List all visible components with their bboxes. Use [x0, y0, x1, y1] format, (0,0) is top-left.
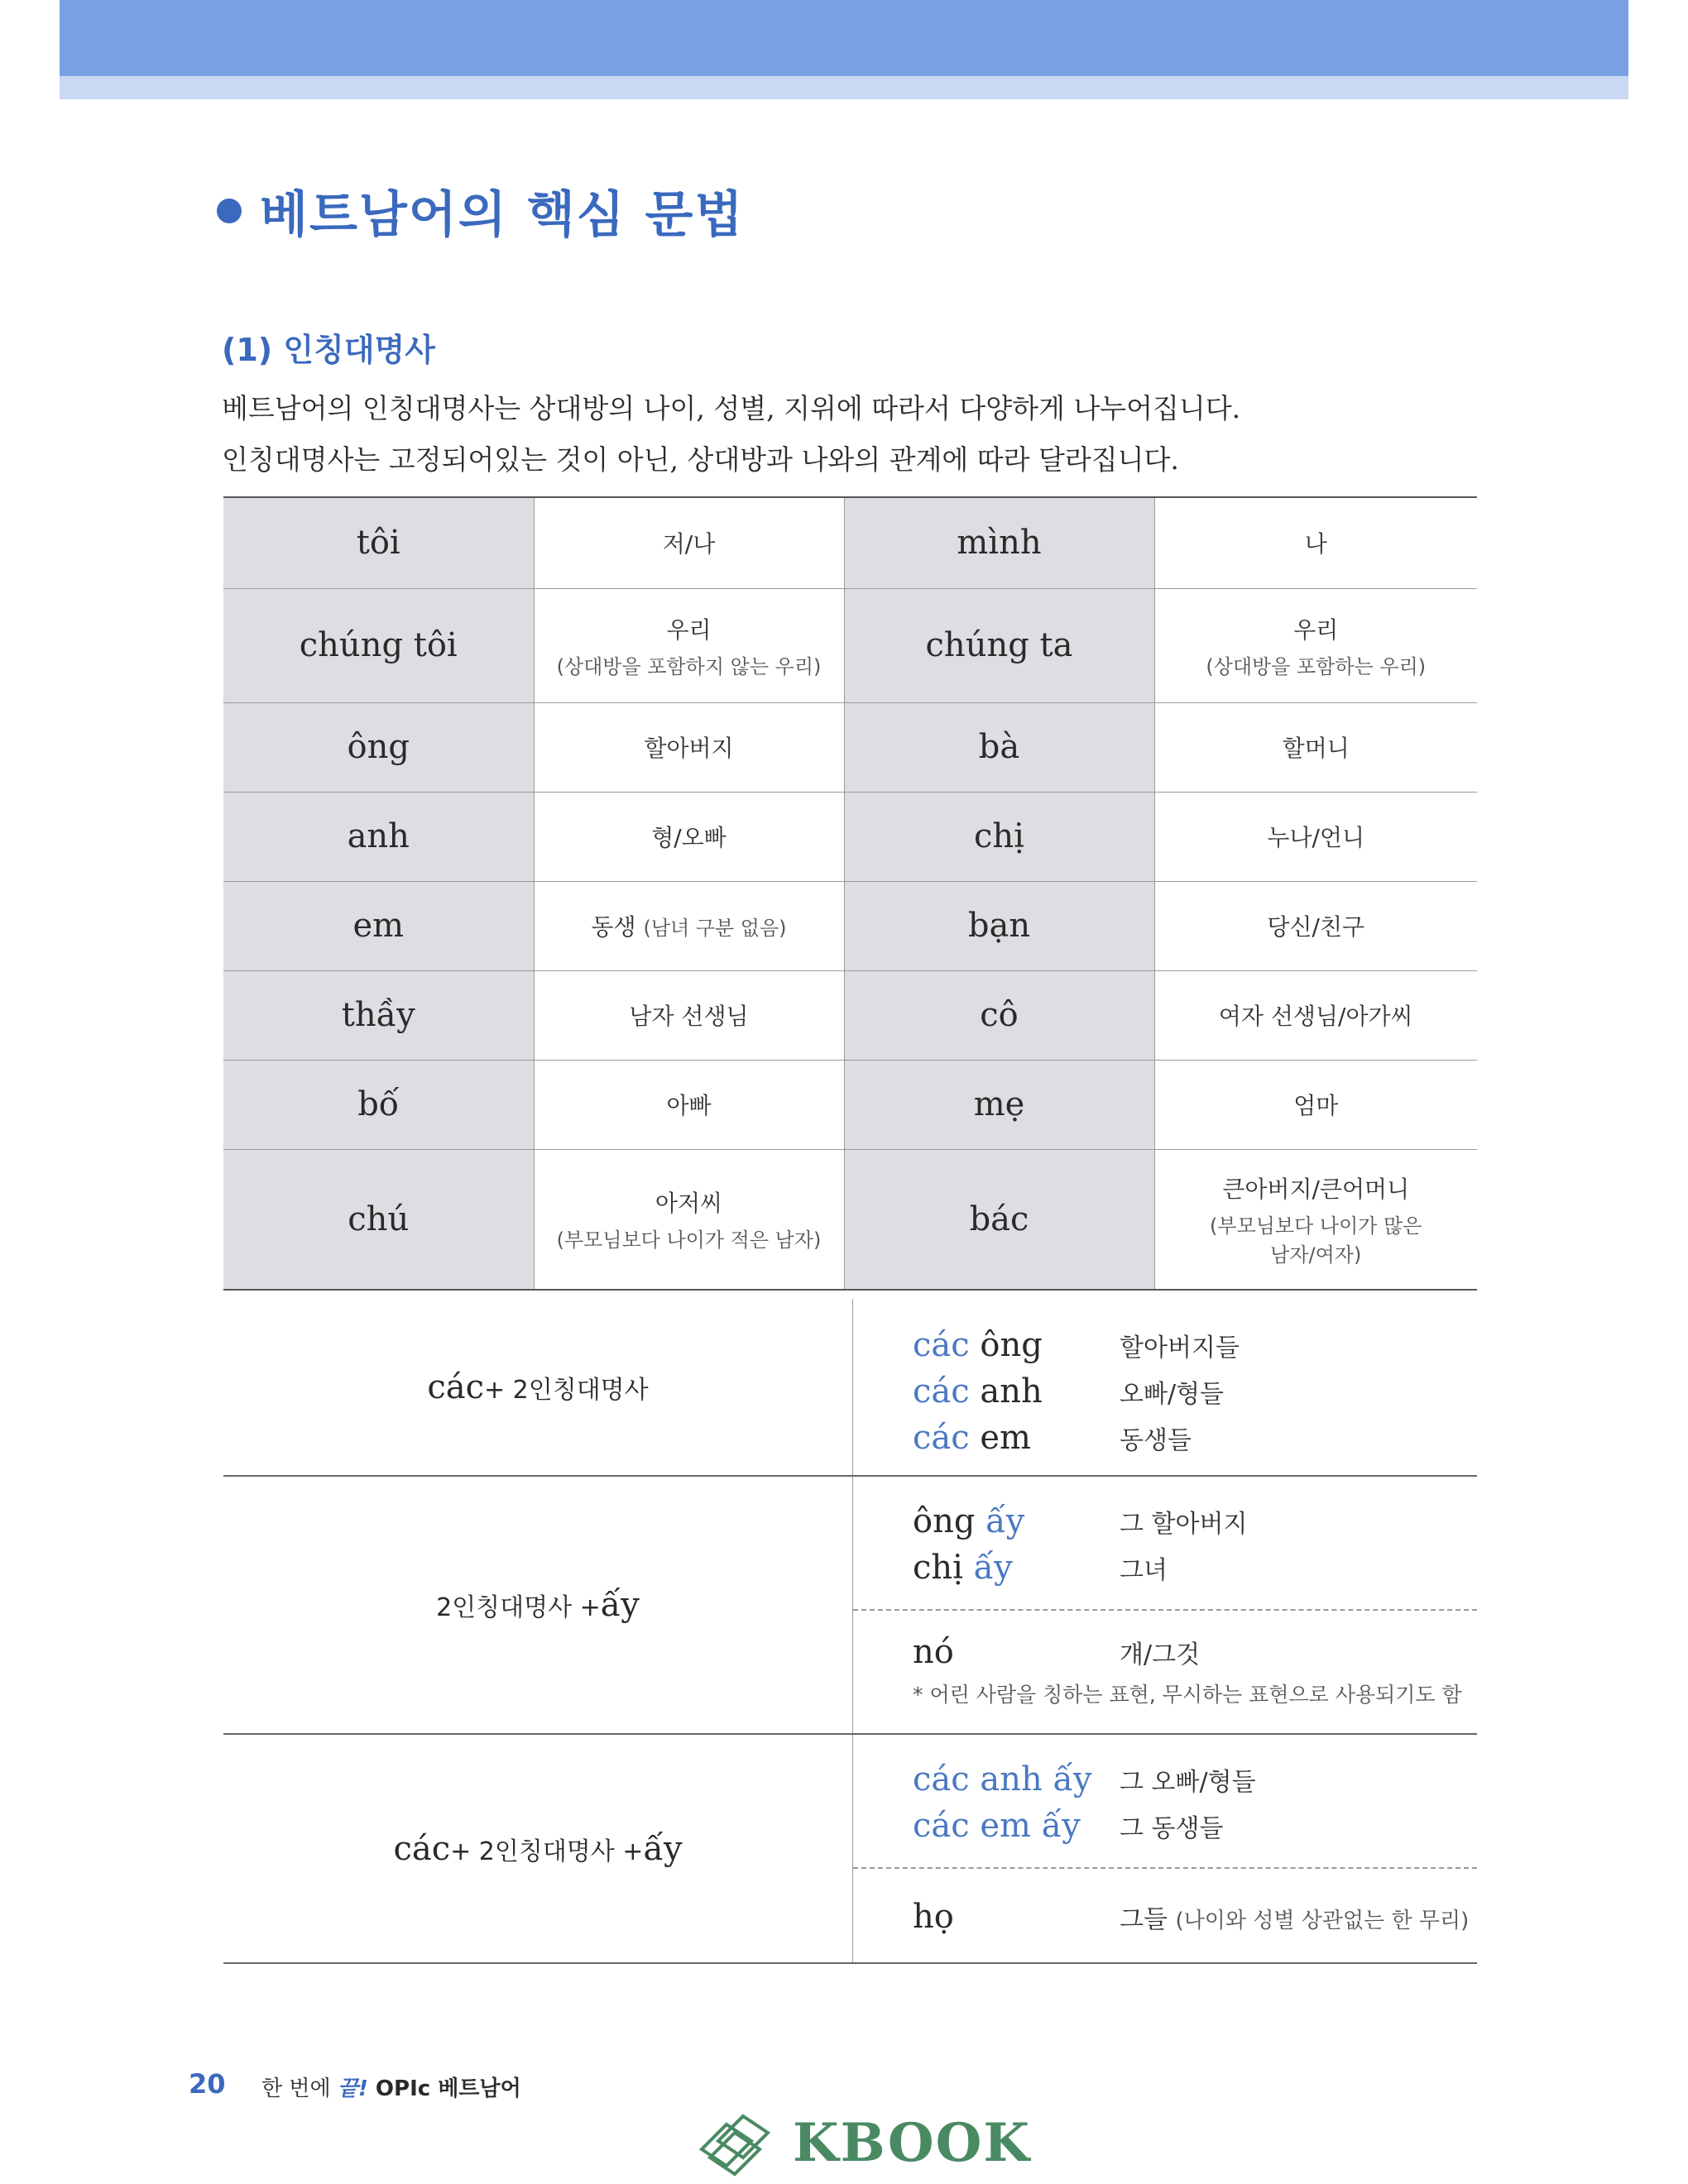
base-word: anh [969, 1372, 1043, 1410]
ko-cell [1154, 588, 1477, 702]
section-title [217, 175, 744, 247]
rule-cell [223, 1735, 853, 1962]
example-vi: họ [913, 1898, 954, 1936]
vi-cell: bố [223, 1060, 534, 1149]
table-row [223, 970, 1477, 1060]
intro-line-2: 인칭대명사는 고정되어있는 것이 아닌, 상대방과 나와의 관계에 따라 달라집니다. [222, 443, 1179, 476]
example-vi [913, 1807, 1120, 1845]
ko-text: 누나/언니 [1267, 824, 1365, 851]
ko-cell [534, 1060, 844, 1149]
ko-cell [1154, 792, 1477, 881]
example-pair [913, 1368, 1477, 1415]
highlight-word: các em [913, 1807, 1042, 1845]
combination-table [223, 1299, 1477, 1964]
ko-cell [534, 1149, 844, 1290]
ko-text: 당신/친구 [1267, 913, 1365, 941]
example-ko: 그 할아버지 [1120, 1510, 1248, 1539]
intro-line-1: 베트남어의 인칭대명사는 상대방의 나이, 성별, 지위에 따라서 다양하게 나누어집니다. [222, 392, 1241, 424]
ko-cell [1154, 702, 1477, 792]
table-row [223, 588, 1477, 702]
rule-part: các [427, 1367, 484, 1406]
example-ko: 동생들 [1120, 1426, 1192, 1455]
pronoun-table [223, 496, 1477, 1291]
ko-text: 여자 선생님/아가씨 [1218, 1003, 1413, 1030]
ko-cell [534, 792, 844, 881]
highlight-word: các [913, 1372, 970, 1410]
table-row [223, 881, 1477, 970]
table-row [223, 1149, 1477, 1290]
base-word: ông [913, 1502, 986, 1540]
example-vi [913, 1372, 1120, 1410]
ko-text: 남자 선생님 [629, 1003, 749, 1030]
ko-text: 나 [1304, 530, 1327, 558]
vi-cell: bà [844, 702, 1154, 792]
base-word: chị [913, 1549, 974, 1587]
example-vi [913, 1502, 1120, 1540]
table-row [223, 1060, 1477, 1149]
vi-cell: thầy [223, 970, 534, 1060]
example-vi [913, 1419, 1120, 1457]
highlight-word: các [913, 1326, 970, 1364]
example-pair [913, 1803, 1477, 1849]
example-block [853, 1735, 1477, 1869]
vi-cell: anh [223, 792, 534, 881]
example-pair [913, 1322, 1477, 1368]
ko-cell [534, 588, 844, 702]
vi-cell: em [223, 881, 534, 970]
example-ko: 걔/그것 [1120, 1640, 1201, 1669]
bullet-dot-icon [217, 199, 242, 223]
example-pair [913, 1415, 1477, 1461]
example-block [853, 1477, 1477, 1611]
vi-cell: tôi [223, 497, 534, 588]
vi-cell: chú [223, 1149, 534, 1290]
highlight-word: ấy [973, 1549, 1013, 1587]
ko-text: 형/오빠 [651, 824, 727, 851]
book-title-emphasis: 끝! [337, 2076, 368, 2101]
sub-title: (1) 인칭대명사 [222, 332, 435, 368]
vi-cell: bác [844, 1149, 1154, 1290]
example-cell [853, 1299, 1477, 1475]
table-row [223, 1299, 1477, 1477]
vi-cell: cô [844, 970, 1154, 1060]
ko-note: (부모님보다 나이가 적은 남자) [556, 1228, 822, 1252]
vi-cell: chúng ta [844, 588, 1154, 702]
example-vi [913, 1549, 1120, 1587]
ko-inline-note: (남녀 구분 없음) [643, 917, 787, 940]
highlight-word: ấy [985, 1502, 1025, 1540]
rule-part: + 2인칭대명사 + [450, 1837, 644, 1866]
ko-cell [534, 497, 844, 588]
usage-note: * 어린 사람을 칭하는 표현, 무시하는 표현으로 사용되기도 함 [913, 1683, 1462, 1707]
ko-text: 우리 [666, 615, 712, 644]
ko-text: 큰아버지/큰어머니 [1222, 1175, 1410, 1203]
header-band [60, 0, 1628, 76]
ko-cell [1154, 970, 1477, 1060]
ko-note: (부모님보다 나이가 많은 남자/여자) [1210, 1214, 1422, 1267]
example-cell [853, 1477, 1477, 1733]
rule-part: + 2인칭대명사 [483, 1375, 649, 1405]
example-pair [913, 1498, 1477, 1545]
example-block [853, 1611, 1477, 1725]
rule-part: 2인칭대명사 + [436, 1593, 601, 1622]
example-block [853, 1869, 1477, 1956]
table-row [223, 1477, 1477, 1735]
example-pair [913, 1894, 1477, 1940]
ko-cell [1154, 1149, 1477, 1290]
vi-cell: chúng tôi [223, 588, 534, 702]
ko-text: 아빠 [666, 1092, 712, 1119]
book-title-part: 한 번에 [261, 2076, 338, 2101]
table-row [223, 1735, 1477, 1964]
ko-text: 동생 [591, 913, 636, 941]
rule-part: các [393, 1829, 451, 1868]
ko-cell [534, 881, 844, 970]
ko-cell [1154, 1060, 1477, 1149]
highlight-word: các anh [913, 1760, 1053, 1798]
example-ko: 할아버지들 [1120, 1334, 1240, 1363]
base-word: ông [969, 1326, 1043, 1364]
example-ko [1120, 1899, 1469, 1935]
vi-cell: mình [844, 497, 1154, 588]
table-row [223, 497, 1477, 588]
ko-note: (상대방을 포함하지 않는 우리) [556, 654, 822, 678]
ko-text: 할머니 [1282, 735, 1350, 762]
example-pair [913, 1756, 1477, 1803]
book-title [261, 2071, 521, 2102]
ko-note: (상대방을 포함하는 우리) [1206, 654, 1427, 678]
ko-cell [1154, 497, 1477, 588]
highlight-word: ấy [1041, 1807, 1081, 1845]
page-number: 20 [189, 2068, 226, 2100]
base-word: em [969, 1419, 1031, 1457]
ko-text: 엄마 [1293, 1092, 1339, 1119]
highlight-word: ấy [1053, 1760, 1092, 1798]
ko-text: 아저씨 [655, 1190, 723, 1218]
table-row [223, 702, 1477, 792]
vi-cell: bạn [844, 881, 1154, 970]
ko-cell [534, 702, 844, 792]
rule-part: ấy [643, 1829, 683, 1868]
highlight-word: các [913, 1419, 970, 1457]
rule-cell [223, 1477, 853, 1733]
book-stack-icon [693, 2108, 784, 2177]
example-ko: 그 오빠/형들 [1120, 1768, 1256, 1797]
section-title-text: 베트남어의 핵심 문법 [260, 186, 745, 244]
logo-text: KBOOK [793, 2111, 1032, 2174]
rule-part: ấy [600, 1586, 640, 1624]
kbook-logo [693, 2108, 1031, 2177]
table-row [223, 792, 1477, 881]
vi-cell: ông [223, 702, 534, 792]
example-pair [913, 1545, 1477, 1591]
example-vi [913, 1326, 1120, 1364]
ko-text: 저/나 [662, 530, 716, 558]
ko-note: (나이와 성별 상관없는 한 무리) [1175, 1909, 1470, 1933]
example-vi: nó [913, 1633, 954, 1671]
example-ko: 오빠/형들 [1120, 1380, 1225, 1409]
vi-cell: chị [844, 792, 1154, 881]
example-pair [913, 1629, 1477, 1675]
ko-text: 할아버지 [644, 735, 734, 762]
book-title-part: OPIc 베트남어 [367, 2076, 521, 2101]
example-vi [913, 1760, 1120, 1798]
ko-cell [534, 970, 844, 1060]
example-ko: 그녀 [1120, 1556, 1168, 1585]
example-cell [853, 1735, 1477, 1962]
rule-cell [223, 1299, 853, 1475]
example-block [853, 1299, 1477, 1478]
header-band-light [60, 76, 1628, 99]
ko-cell [1154, 881, 1477, 970]
ko-text: 우리 [1293, 615, 1339, 644]
ko-text: 그들 [1120, 1905, 1168, 1934]
example-ko: 그 동생들 [1120, 1814, 1224, 1843]
vi-cell: mẹ [844, 1060, 1154, 1149]
